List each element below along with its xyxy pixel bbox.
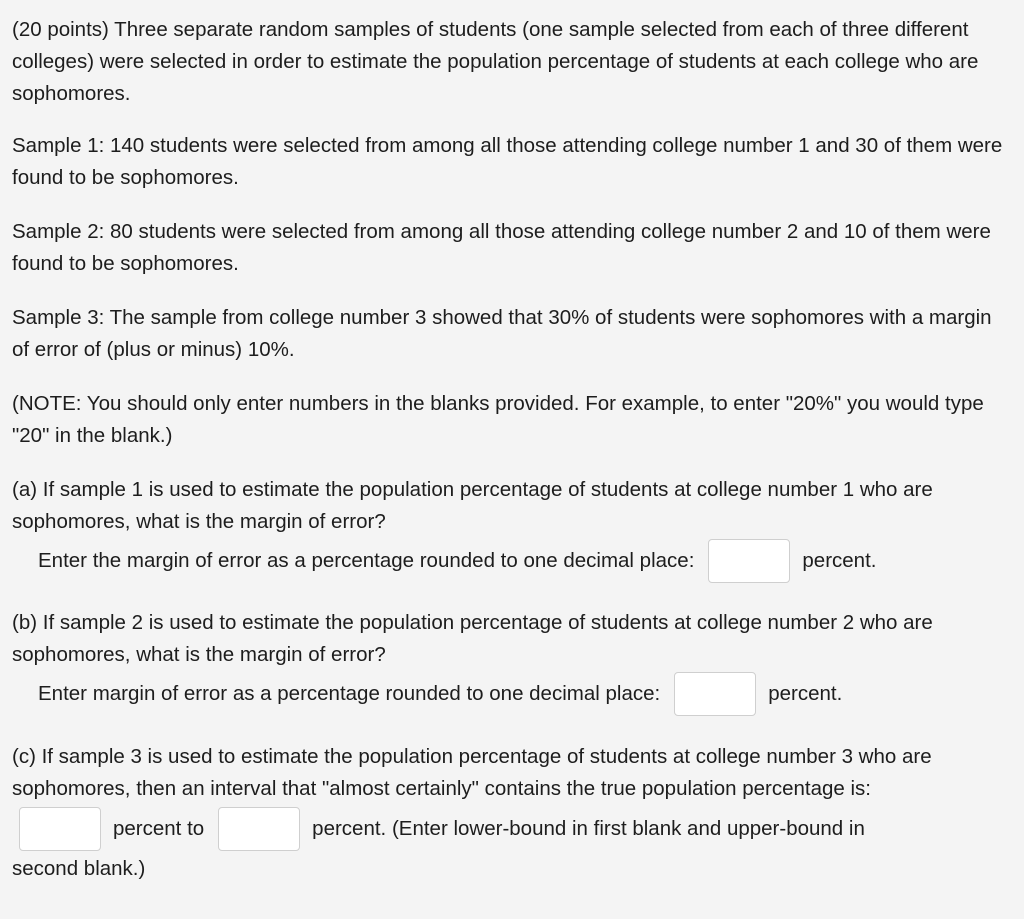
sample-2-text: Sample 2: 80 students were selected from among all those attending college number 2 and 10 of them were found to be sophomores.	[12, 220, 991, 275]
part-a-margin-input[interactable]	[708, 539, 790, 583]
part-b-prompt: Enter margin of error as a percentage rounded to one decimal place:	[38, 682, 661, 705]
part-a-prompt: Enter the margin of error as a percentage rounded to one decimal place:	[38, 549, 695, 572]
sample-1-text: Sample 1: 140 students were selected from among all those attending college number 1 and 30 of them were found to be sophomores.	[12, 134, 1003, 189]
part-c-tail-text: second blank.)	[12, 857, 146, 880]
part-c-after-label: percent. (Enter lower-bound in first blank and upper-bound in	[312, 817, 865, 840]
question-intro: (20 points) Three separate random samples of students (one sample selected from each of three different colleges) were selected in order to estimate the population percentage of students at each college who are sophomores.	[12, 18, 979, 105]
part-b-answer-row	[38, 670, 842, 718]
part-b-margin-input[interactable]	[674, 672, 756, 716]
part-c-upper-bound-input[interactable]	[218, 807, 300, 851]
part-c-between-label: percent to	[113, 817, 205, 840]
note-text: (NOTE: You should only enter numbers in the blanks provided. For example, to enter "20%" you would type "20" in the blank.)	[12, 392, 984, 447]
part-a-unit: percent.	[802, 549, 877, 572]
part-a-answer-row	[38, 537, 876, 585]
part-c-answer-row	[19, 805, 865, 853]
part-c-lower-bound-input[interactable]	[19, 807, 101, 851]
part-b-question: (b) If sample 2 is used to estimate the population percentage of students at college number 2 who are sophomores, what is the margin of error?	[12, 611, 933, 666]
part-c-question: (c) If sample 3 is used to estimate the population percentage of students at college number 3 who are sophomores, then an interval that "almost certainly" contains the true population percentage is:	[12, 745, 932, 800]
sample-3-text: Sample 3: The sample from college number 3 showed that 30% of students were sophomores with a margin of error of (plus or minus) 10%.	[12, 306, 992, 361]
part-b-unit: percent.	[768, 682, 843, 705]
part-a-question: (a) If sample 1 is used to estimate the population percentage of students at college number 1 who are sophomores, what is the margin of error?	[12, 478, 933, 533]
